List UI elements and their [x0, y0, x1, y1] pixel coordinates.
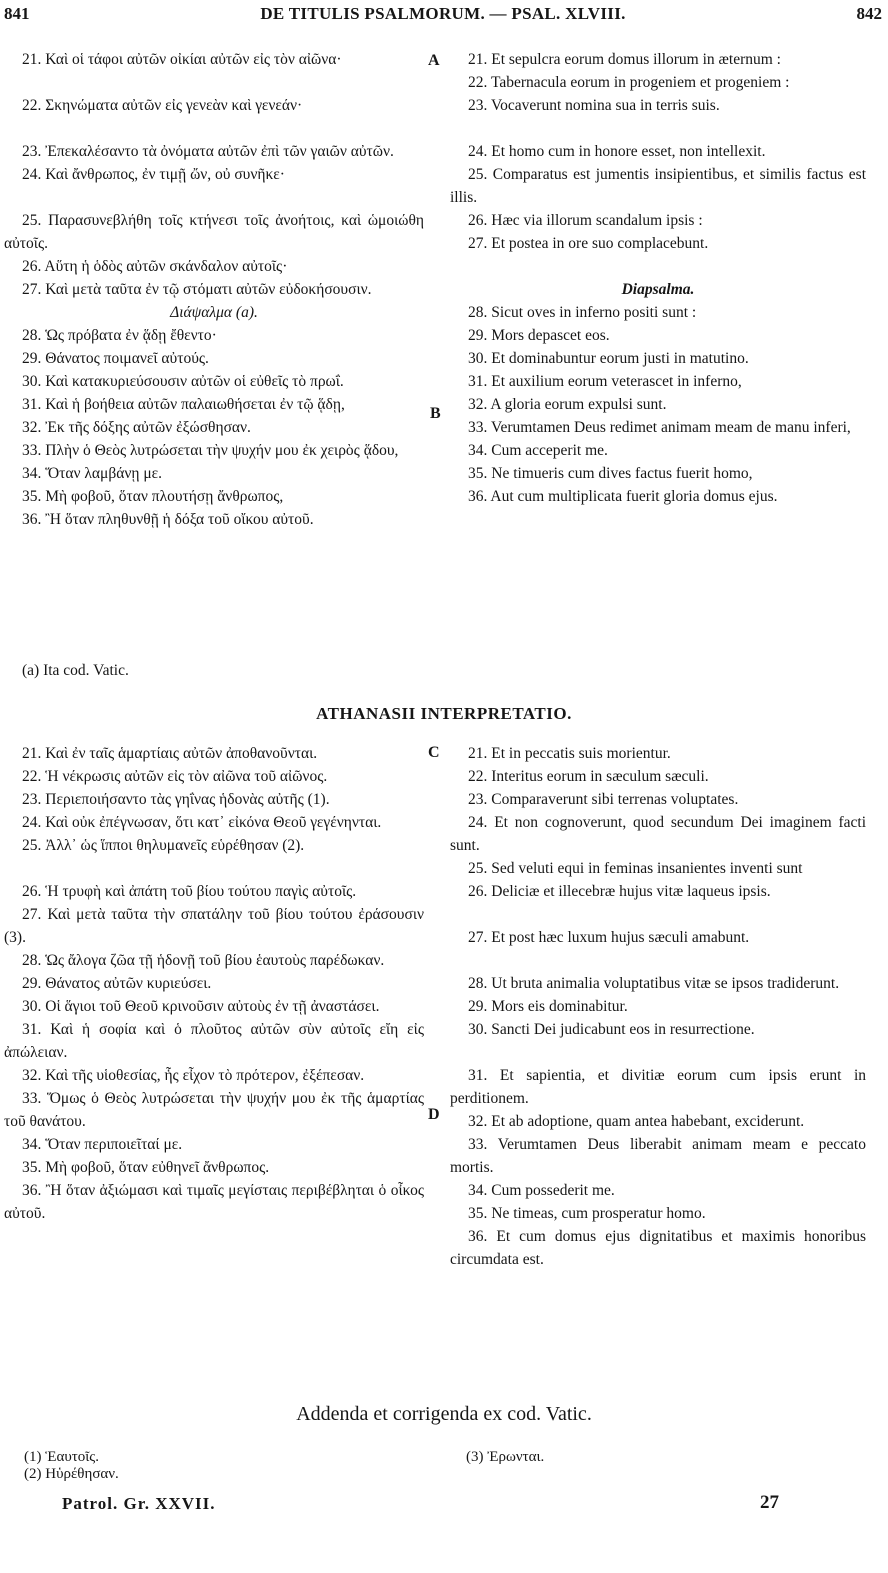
section-heading: ATHANASII INTERPRETATIO. — [316, 704, 572, 723]
verse: 35. Ne timueris cum dives factus fuerit homo, — [468, 465, 753, 482]
verse: 28. Sicut oves in inferno positi sunt : — [468, 304, 697, 321]
verse: 26. Ἡ τρυφὴ καὶ ἀπάτη τοῦ βίου τούτου παγὶς αὐτοῖς. — [22, 883, 357, 900]
verse: 25. Comparatus est jumentis insipientibus, et similis factus est illis. — [450, 166, 866, 206]
verse: 28. Ὡς ἄλογα ζῶα τῇ ἡδονῇ τοῦ βίου ἑαυτοὺς παρέδωκαν. — [22, 952, 385, 969]
footer-signature: 27 — [760, 1492, 779, 1513]
verse: 25. Sed veluti equi in feminas insanientes inventi sunt — [468, 860, 803, 877]
section2-latin-column — [450, 742, 866, 1271]
verse: 26. Αὕτη ἡ ὁδὸς αὐτῶν σκάνδαλον αὐτοῖς· — [22, 258, 288, 275]
footnote-3: (3) Ἐρωνται. — [466, 1449, 545, 1465]
verse: 23. Ἐπεκαλέσαντο τὰ ὀνόματα αὐτῶν ἐπὶ τῶν γαιῶν αὐτῶν. — [22, 143, 394, 160]
verse: 24. Et non cognoverunt, quod secundum Dei imaginem facti sunt. — [450, 814, 866, 854]
verse: 33. Verumtamen Deus liberabit animam meam e peccato mortis. — [450, 1136, 866, 1176]
verse: 21. Καὶ οἱ τάφοι αὐτῶν οἰκίαι αὐτῶν εἰς τὸν αἰῶνα· — [22, 51, 342, 68]
left-page-number: 841 — [4, 4, 30, 23]
verse: 35. Μὴ φοβοῦ, ὅταν εὐθηνεῖ ἄνθρωπος. — [22, 1159, 270, 1176]
section2-greek-column — [4, 742, 424, 1225]
verse: 29. Mors eis dominabitur. — [468, 998, 628, 1015]
verse: 25. Ἀλλ᾽ ὡς ἵπποι θηλυμανεῖς εὑρέθησαν (2). — [22, 837, 305, 854]
verse: 27. Et postea in ore suo complacebunt. — [468, 235, 709, 252]
verse: 32. Et ab adoptione, quam antea habebant, exciderunt. — [468, 1113, 805, 1130]
verse: 22. Tabernacula eorum in progeniem et progeniem : — [468, 74, 790, 91]
verse: 36. Et cum domus ejus dignitatibus et maximis honoribus circumdata est. — [450, 1228, 866, 1268]
verse: 31. Καὶ ἡ βοήθεια αὐτῶν παλαιωθήσεται ἐν τῷ ᾅδῃ, — [22, 396, 345, 413]
right-page-number: 842 — [856, 4, 882, 23]
verse: 27. Καὶ μετὰ ταῦτα ἐν τῷ στόματι αὐτῶν εὐδοκήσουσιν. — [22, 281, 372, 298]
verse: 30. Sancti Dei judicabunt eos in resurrectione. — [468, 1021, 755, 1038]
section1-greek-column — [4, 48, 424, 531]
verse: 25. Παρασυνεβλήθη τοῖς κτήνεσι τοῖς ἀνοήτοις, καὶ ὡμοιώθη αὐτοῖς. — [4, 212, 424, 252]
diapsalma-heading: Διάψαλμα (a). — [170, 304, 258, 321]
verse: 27. Καὶ μετὰ ταῦτα τὴν σπατάλην τοῦ βίου τούτου ἐράσουσιν (3). — [4, 906, 424, 946]
margin-marker-c: C — [428, 744, 440, 761]
verse: 21. Et sepulcra eorum domus illorum in æternum : — [468, 51, 781, 68]
verse: 30. Et dominabuntur eorum justi in matutino. — [468, 350, 749, 367]
verse: 33. Ὅμως ὁ Θεὸς λυτρώσεται τὴν ψυχήν μου ἐκ τῆς ἁμαρτίας τοῦ θανάτου. — [4, 1090, 424, 1130]
verse: 22. Interitus eorum in sæculum sæculi. — [468, 768, 709, 785]
diapsalma-heading: Diapsalma. — [621, 281, 695, 298]
margin-marker-a: A — [428, 52, 440, 69]
verse: 32. Καὶ τῆς υἱοθεσίας, ἧς εἶχον τὸ πρότερον, ἐξέπεσαν. — [22, 1067, 365, 1084]
verse: 29. Θάνατος αὐτῶν κυριεύσει. — [22, 975, 212, 992]
running-title: DE TITULIS PSALMORUM. — PSAL. XLVIII. — [260, 4, 626, 23]
verse: 31. Et sapientia, et divitiæ eorum cum ipsis erunt in perditionem. — [450, 1067, 866, 1107]
footnote-1: (1) Ἑαυτοῖς. — [24, 1449, 99, 1465]
verse: 29. Mors depascet eos. — [468, 327, 610, 344]
margin-marker-b: B — [430, 405, 441, 422]
verse: 35. Ne timeas, cum prosperatur homo. — [468, 1205, 706, 1222]
margin-marker-d: D — [428, 1106, 440, 1123]
running-header — [4, 4, 882, 28]
verse: 32. Ἐκ τῆς δόξης αὐτῶν ἐξώσθησαν. — [22, 419, 251, 436]
verse: 34. Cum acceperit me. — [468, 442, 608, 459]
verse: 31. Et auxilium eorum veterascet in inferno, — [468, 373, 742, 390]
verse: 34. Ὅταν λαμβάνῃ με. — [22, 465, 163, 482]
verse: 23. Περιεποιήσαντο τὰς γηΐνας ἡδονὰς αὐτῆς (1). — [22, 791, 330, 808]
verse: 26. Deliciæ et illecebræ hujus vitæ laqueus ipsis. — [468, 883, 771, 900]
verse: 30. Καὶ κατακυριεύσουσιν αὐτῶν οἱ εὐθεῖς τὸ πρωΐ. — [22, 373, 344, 390]
verse: 21. Et in peccatis suis morientur. — [468, 745, 671, 762]
verse: 28. Ut bruta animalia voluptatibus vitæ se ipsos tradiderunt. — [468, 975, 840, 992]
footnote-a: (a) Ita cod. Vatic. — [22, 662, 129, 679]
verse: 24. Καὶ οὐκ ἐπέγνωσαν, ὅτι κατ᾽ εἰκόνα Θεοῦ γεγένηνται. — [22, 814, 382, 831]
verse: 22. Σκηνώματα αὐτῶν εἰς γενεὰν καὶ γενεάν· — [22, 97, 303, 114]
verse: 32. A gloria eorum expulsi sunt. — [468, 396, 667, 413]
verse: 36. Ἢ ὅταν ἀξιώμασι καὶ τιμαῖς μεγίσταις περιβέβληται ὁ οἶκος αὐτοῦ. — [4, 1182, 424, 1222]
section1-latin-column — [450, 48, 866, 508]
verse: 22. Ἡ νέκρωσις αὐτῶν εἰς τὸν αἰῶνα τοῦ αἰῶνος. — [22, 768, 328, 785]
verse: 33. Πλὴν ὁ Θεὸς λυτρώσεται τὴν ψυχήν μου ἐκ χειρὸς ᾅδου, — [22, 442, 399, 459]
footnote-2: (2) Ηὑρέθησαν. — [24, 1466, 119, 1482]
verse: 27. Et post hæc luxum hujus sæculi amabunt. — [468, 929, 750, 946]
verse: 26. Hæc via illorum scandalum ipsis : — [468, 212, 703, 229]
verse: 24. Καὶ ἄνθρωπος, ἐν τιμῇ ὤν, οὐ συνῆκε· — [22, 166, 285, 183]
verse: 35. Μὴ φοβοῦ, ὅταν πλουτήσῃ ἄνθρωπος, — [22, 488, 284, 505]
footer-volume: Patrol. Gr. XXVII. — [62, 1494, 216, 1513]
verse: 29. Θάνατος ποιμανεῖ αὐτούς. — [22, 350, 209, 367]
verse: 24. Et homo cum in honore esset, non intellexit. — [468, 143, 766, 160]
verse: 36. Ἢ ὅταν πληθυνθῇ ἡ δόξα τοῦ οἴκου αὐτοῦ. — [22, 511, 314, 528]
verse: 30. Οἱ ἅγιοι τοῦ Θεοῦ κρινοῦσιν αὐτοὺς ἐν τῇ ἀναστάσει. — [22, 998, 380, 1015]
verse: 34. Cum possederit me. — [468, 1182, 615, 1199]
verse: 34. Ὅταν περιποιεῖταί με. — [22, 1136, 183, 1153]
verse: 23. Comparaverunt sibi terrenas voluptates. — [468, 791, 739, 808]
addenda-heading: Addenda et corrigenda ex cod. Vatic. — [296, 1403, 592, 1425]
verse: 21. Καὶ ἐν ταῖς ἁμαρτίαις αὐτῶν ἀποθανοῦνται. — [22, 745, 318, 762]
verse: 28. Ὡς πρόβατα ἐν ᾅδῃ ἔθεντο· — [22, 327, 217, 344]
verse: 33. Verumtamen Deus redimet animam meam de manu inferi, — [468, 419, 851, 436]
verse: 23. Vocaverunt nomina sua in terris suis. — [468, 97, 720, 114]
verse: 36. Aut cum multiplicata fuerit gloria domus ejus. — [468, 488, 778, 505]
verse: 31. Καὶ ἡ σοφία καὶ ὁ πλοῦτος αὐτῶν σὺν αὐτοῖς εἴη εἰς ἀπώλειαν. — [4, 1021, 424, 1061]
